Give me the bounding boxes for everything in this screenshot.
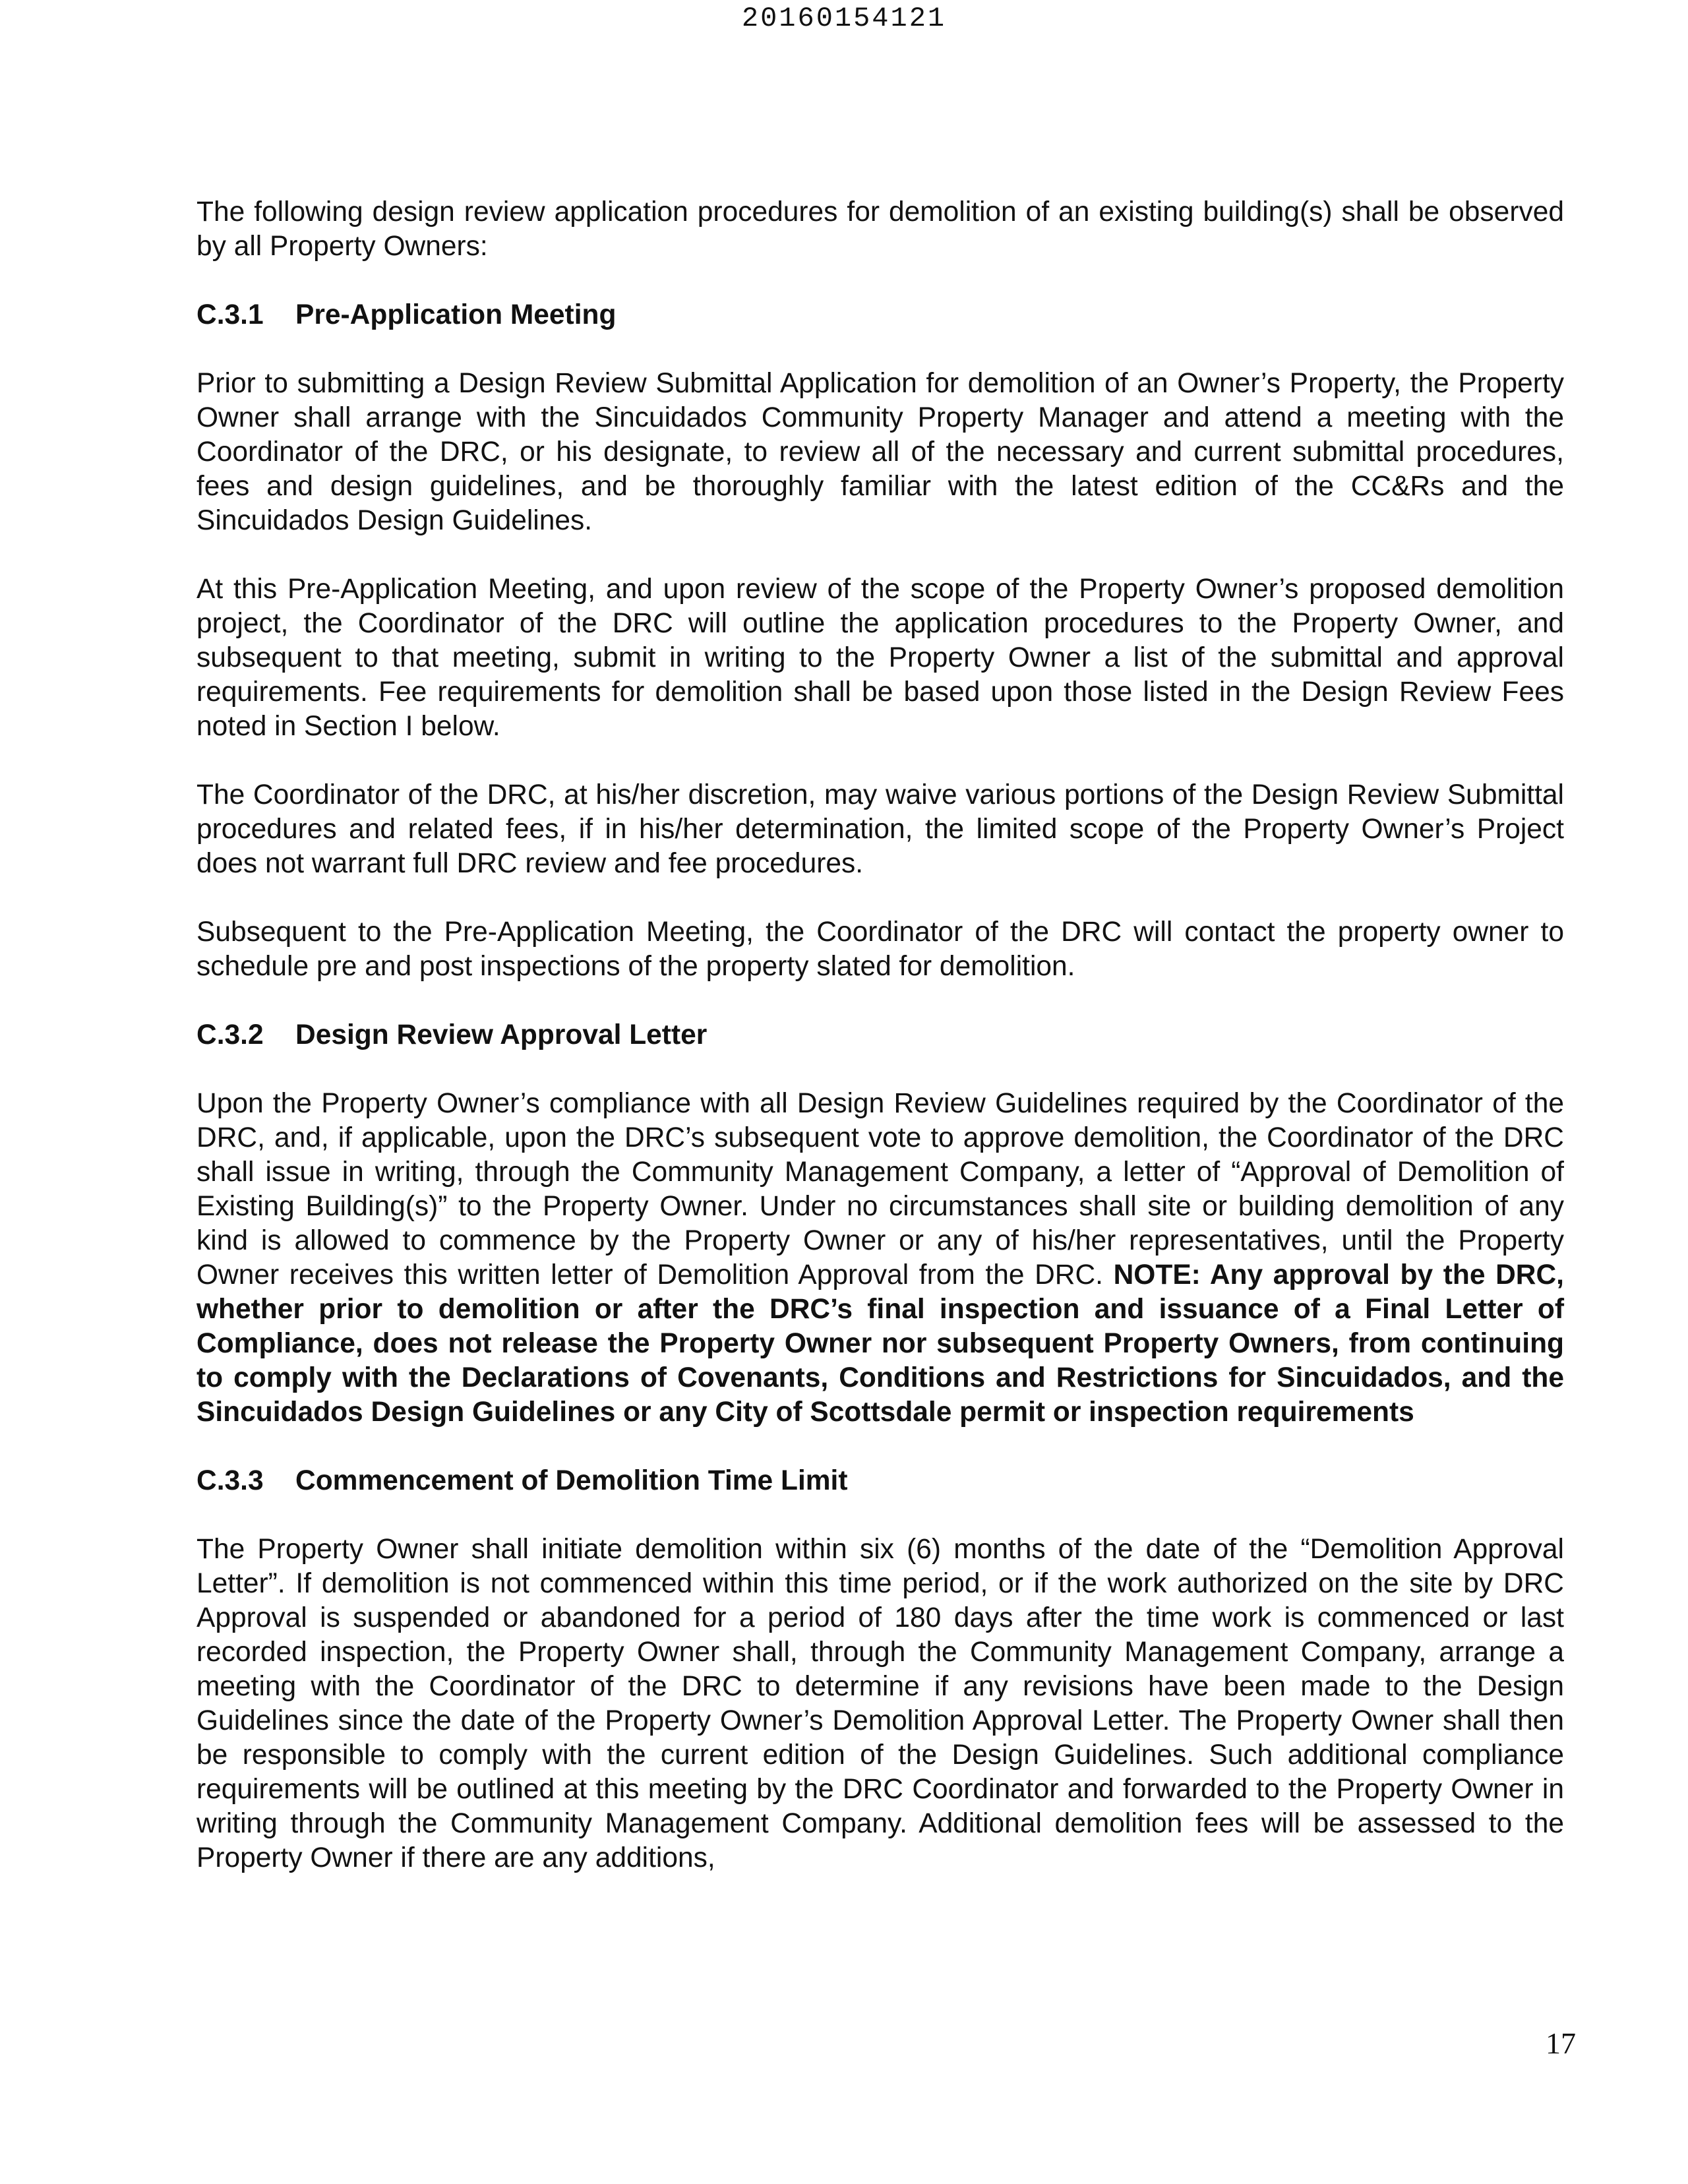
c31-paragraph-2: At this Pre-Application Meeting, and upon review of the scope of the Property Owner’s proposed demolition project, the Coordinator of the DRC will outline the application procedures to the Property Owner, and subsequent to that meeting, submit in writing to the Property Owner a list of the submittal and approval requirements. Fee requirements for demolition shall be based upon those listed in the Design Review Fees noted in Section I below.	[196, 574, 1564, 742]
c31-paragraph-1: Prior to submitting a Design Review Submittal Application for demolition of an Owner’s Property, the Property Owner shall arrange with the Sincuidados Community Property Manager and attend a meeting with the Coordinator of the DRC, or his designate, to review all of the necessary and current submittal procedures, fees and design guidelines, and be thoroughly familiar with the latest edition of the CC&Rs and the Sincuidados Design Guidelines.	[196, 368, 1564, 536]
c31-paragraph-4: Subsequent to the Pre-Application Meeting, the Coordinator of the DRC will contact the property owner to schedule pre and post inspections of the property slated for demolition.	[196, 917, 1564, 982]
section-number: C.3.1	[196, 299, 264, 330]
section-number: C.3.2	[196, 1019, 264, 1050]
page-number: 17	[1546, 2026, 1576, 2060]
section-heading-c31	[196, 298, 1564, 332]
c32-paragraph-text: Upon the Property Owner’s compliance with all Design Review Guidelines required by the Coordinator of the DRC, and, if applicable, upon the DRC’s subsequent vote to approve demolition, the Coordinator of the DRC shall issue in writing, through the Community Management Company, a letter of “Approval of Demolition of Existing Building(s)” to the Property Owner. Under no circumstances shall site or building demolition of any kind is allowed to commence by the Property Owner or any of his/her representatives, until the Property Owner receives this written letter of Demolition Approval from the DRC.	[196, 1088, 1564, 1290]
c32-note-text: NOTE: Any approval by the DRC, whether prior to demolition or after the DRC’s final inspection and issuance of a Final Letter of Compliance, does not release the Property Owner nor subsequent Property Owners, from continuing to comply with the Declarations of Covenants, Conditions and Restrictions for Sincuidados, and the Sincuidados Design Guidelines or any City of Scottsdale permit or inspection requirements	[196, 1259, 1564, 1428]
page-content	[196, 195, 1564, 1910]
section-title: Commencement of Demolition Time Limit	[295, 1465, 848, 1496]
section-title: Pre-Application Meeting	[295, 299, 617, 330]
c32-paragraph-1	[196, 1087, 1564, 1430]
document-number: 20160154121	[741, 3, 947, 34]
intro-paragraph: The following design review application procedures for demolition of an existing building(s) shall be observed by all Property Owners:	[196, 197, 1564, 262]
c31-paragraph-3: The Coordinator of the DRC, at his/her discretion, may waive various portions of the Design Review Submittal procedures and related fees, if in his/her determination, the limited scope of the Property Owner’s Project does not warrant full DRC review and fee procedures.	[196, 779, 1564, 879]
section-number: C.3.3	[196, 1465, 264, 1496]
section-heading-c33	[196, 1464, 1564, 1498]
section-title: Design Review Approval Letter	[295, 1019, 708, 1050]
c33-paragraph-1: The Property Owner shall initiate demolition within six (6) months of the date of the “Demolition Approval Letter”. If demolition is not commenced within this time period, or if the work authorized on the site by DRC Approval is suspended or abandoned for a period of 180 days after the time work is commenced or last recorded inspection, the Property Owner shall, through the Community Management Company, arrange a meeting with the Coordinator of the DRC to determine if any revisions have been made to the Design Guidelines since the date of the Property Owner’s Demolition Approval Letter. The Property Owner shall then be responsible to comply with the current edition of the Design Guidelines. Such additional compliance requirements will be outlined at this meeting by the DRC Coordinator and forwarded to the Property Owner in writing through the Community Management Company. Additional demolition fees will be assessed to the Property Owner if there are any additions,	[196, 1534, 1564, 1873]
section-heading-c32	[196, 1018, 1564, 1052]
